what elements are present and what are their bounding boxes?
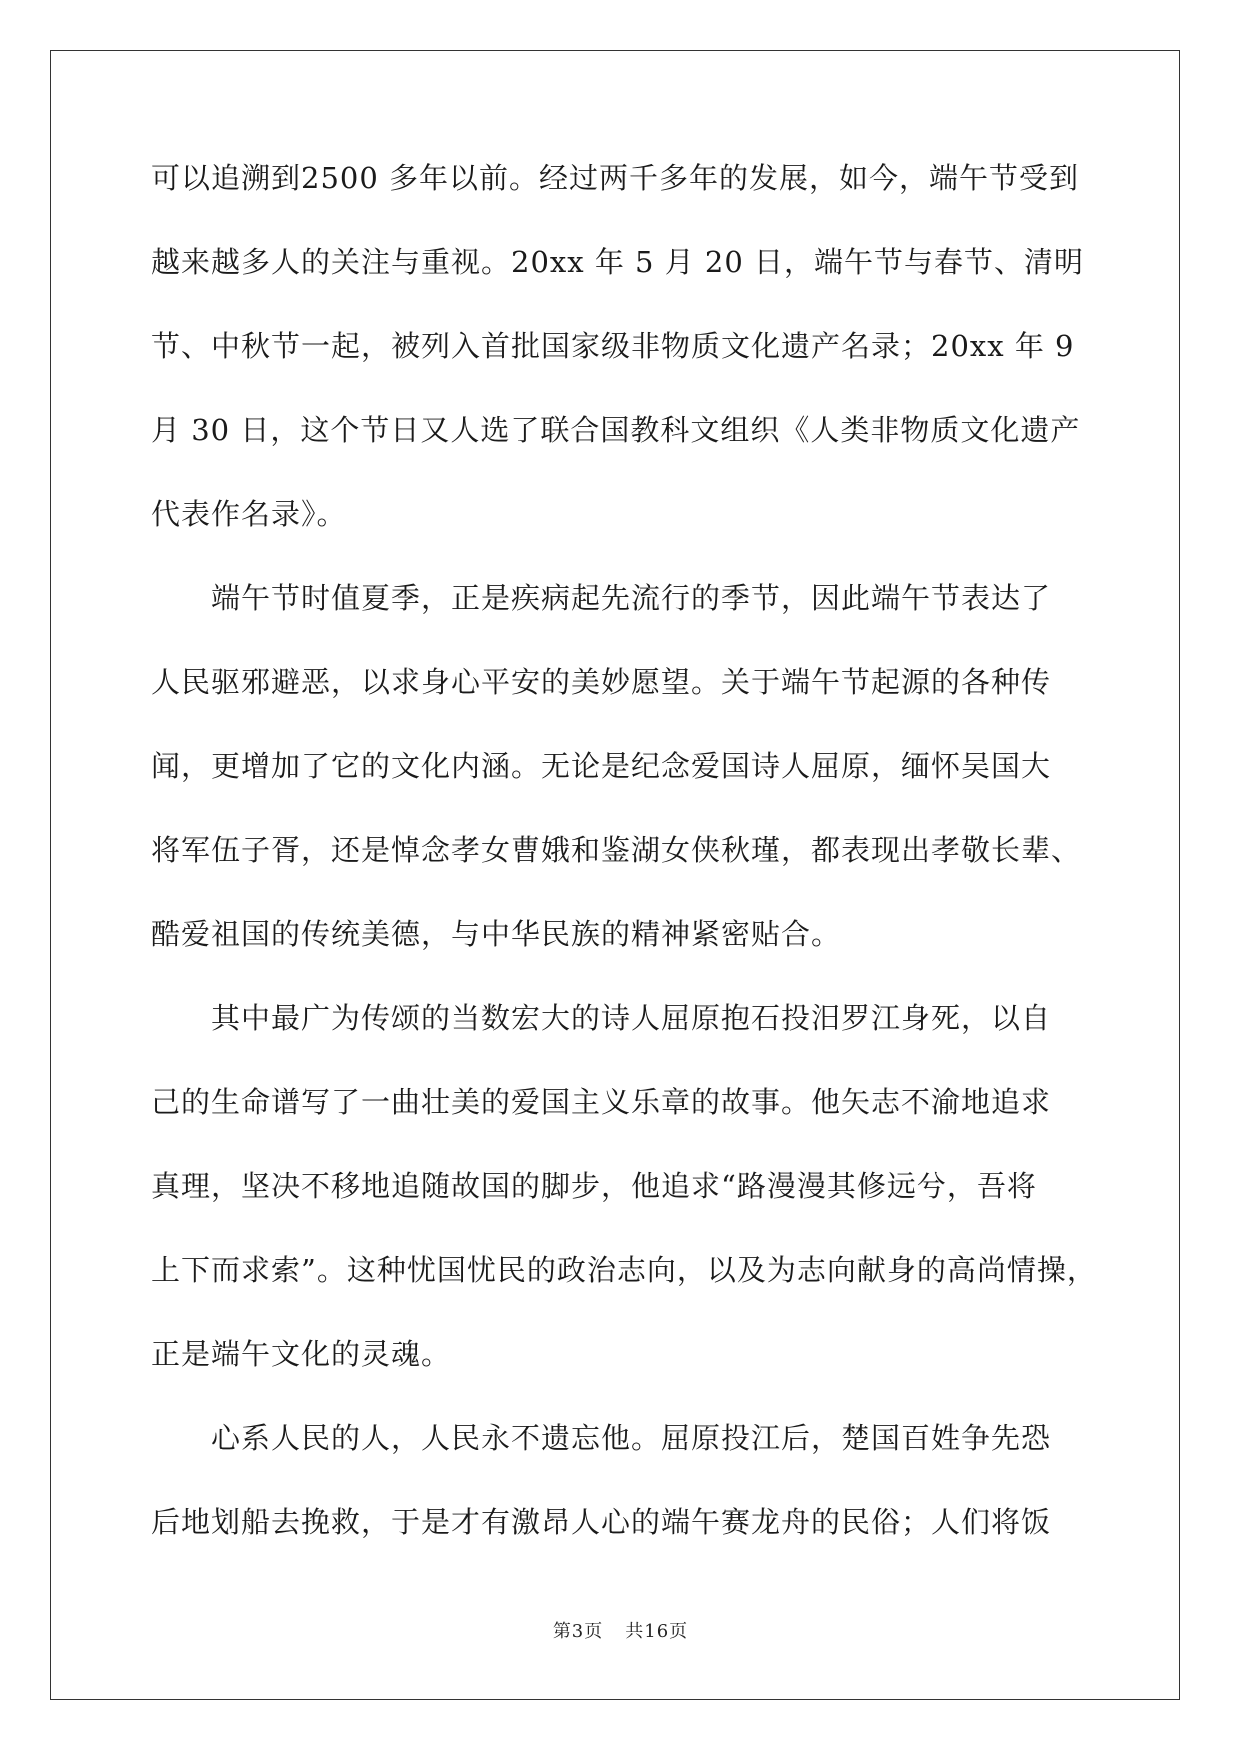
- text-line: 可以追溯到2500 多年以前。经过两千多年的发展，如今，端午节受到: [151, 161, 1080, 195]
- page-total: 共16页: [625, 1621, 689, 1642]
- text-line: 人民驱邪避恶，以求身心平安的美妙愿望。关于端午节起源的各种传: [151, 665, 1052, 699]
- page-footer: [0, 1617, 1241, 1643]
- text-line: 酷爱祖国的传统美德，与中华民族的精神紧密贴合。: [151, 917, 842, 951]
- text-line: 越来越多人的关注与重视。20xx 年 5 月 20 日，端午节与春节、清明: [151, 245, 1085, 279]
- page-number: 第3页: [552, 1621, 604, 1642]
- text-line: 上下而求索”。这种忧国忧民的政治志向，以及为志向献身的高尚情操，: [151, 1253, 1097, 1287]
- text-line: 后地划船去挽救，于是才有激昂人心的端午赛龙舟的民俗；人们将饭: [151, 1505, 1052, 1539]
- text-line: 月 30 日，这个节日又人选了联合国教科文组织《人类非物质文化遗产: [151, 413, 1081, 447]
- text-line: 端午节时值夏季，正是疾病起先流行的季节，因此端午节表达了: [151, 581, 1052, 615]
- text-line: 正是端午文化的灵魂。: [151, 1337, 452, 1371]
- text-line: 心系人民的人，人民永不遗忘他。屈原投江后，楚国百姓争先恐: [151, 1421, 1052, 1455]
- text-line: 代表作名录》。: [151, 497, 347, 531]
- text-line: 其中最广为传颂的当数宏大的诗人屈原抱石投汨罗江身死，以自: [151, 1001, 1052, 1035]
- document-body: [151, 160, 1097, 1588]
- text-line: 闻，更增加了它的文化内涵。无论是纪念爱国诗人屈原，缅怀吴国大: [151, 749, 1052, 783]
- text-line: 将军伍子胥，还是悼念孝女曹娥和鉴湖女侠秋瑾，都表现出孝敬长辈、: [151, 833, 1082, 867]
- text-line: 节、中秋节一起，被列入首批国家级非物质文化遗产名录；20xx 年 9: [151, 329, 1075, 363]
- text-line: 己的生命谱写了一曲壮美的爱国主义乐章的故事。他矢志不渝地追求: [151, 1085, 1052, 1119]
- text-line: 真理，坚决不移地追随故国的脚步，他追求“路漫漫其修远兮，吾将: [151, 1169, 1037, 1203]
